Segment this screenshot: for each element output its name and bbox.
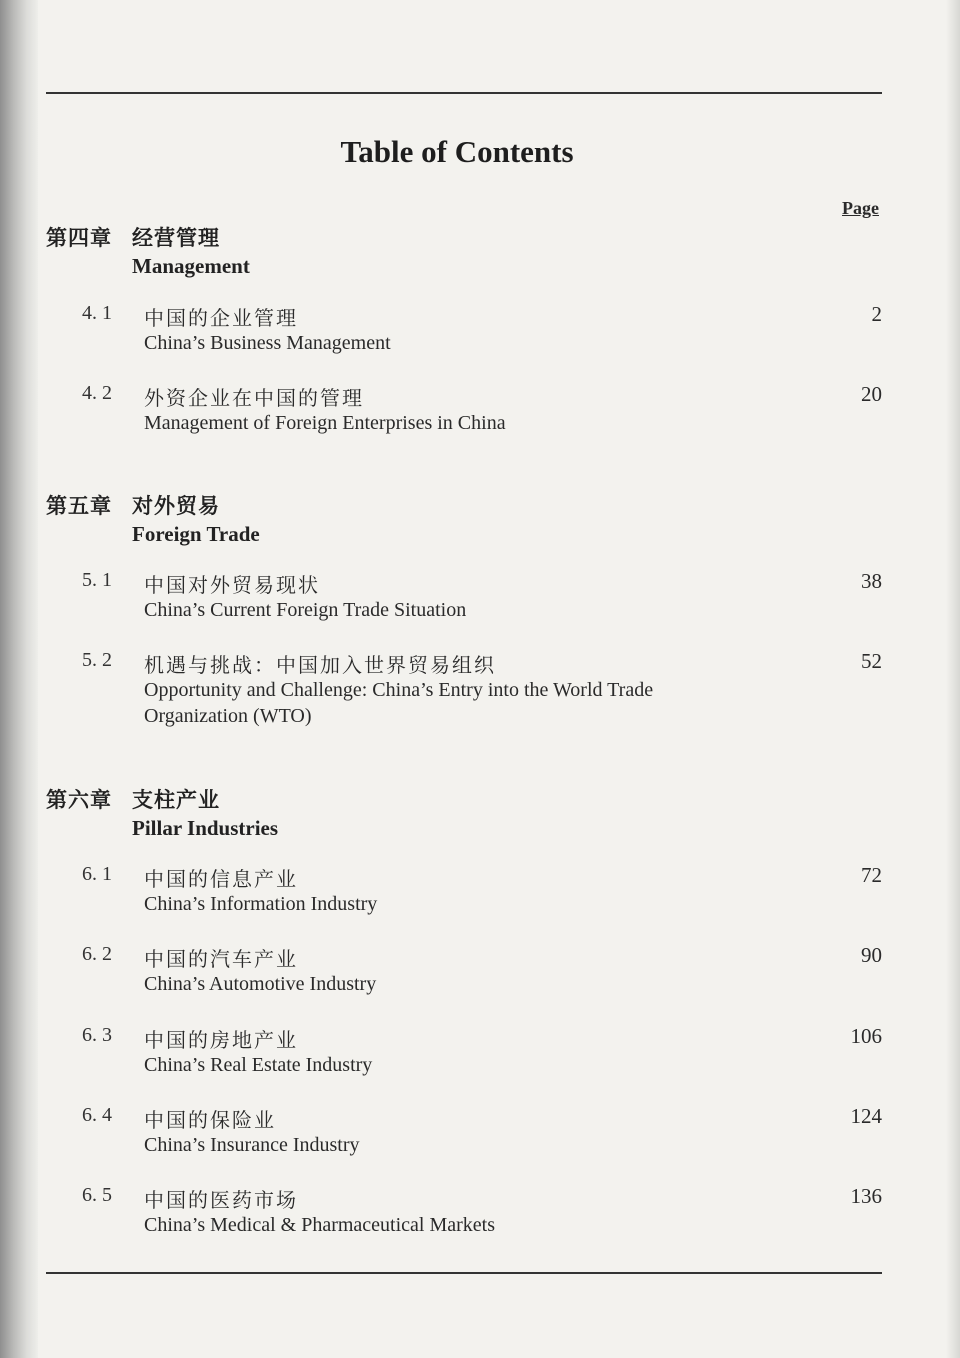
page-edge-shadow [946,0,960,1358]
section-title-cn: 中国的企业管理 [144,306,298,330]
section-page-number: 136 [850,1184,882,1208]
chapter-6-label: 第六章 [46,787,112,812]
page-column-label: Page [842,198,879,218]
section-number: 6. 3 [82,1024,112,1046]
chapter-5-title-en: Foreign Trade [132,522,260,546]
section-title-cn: 外资企业在中国的管理 [144,386,364,410]
section-title-cn: 中国的信息产业 [144,867,298,891]
section-number: 5. 2 [82,649,112,671]
section-page-number: 2 [871,302,882,326]
section-page-number: 38 [861,569,882,593]
chapter-4-heading [46,222,250,279]
section-title-cn: 中国的汽车产业 [144,947,298,971]
section-page-number: 124 [850,1104,882,1128]
section-page-number: 20 [861,382,882,406]
chapter-5-heading [46,490,260,547]
section-number: 6. 1 [82,863,112,885]
section-number: 6. 5 [82,1184,112,1206]
chapter-4-title-en: Management [132,254,250,278]
section-page-number: 90 [861,943,882,967]
section-title-cn: 中国的保险业 [144,1108,276,1132]
chapter-5-label: 第五章 [46,493,112,518]
section-title-en: China’s Business Management [144,332,391,354]
chapter-6-heading [46,784,278,841]
chapter-5-title-cn: 对外贸易 [132,493,220,518]
chapter-4-cn-line [46,222,250,252]
section-title-cn: 中国对外贸易现状 [144,573,320,597]
section-title-en: Management of Foreign Enterprises in China [144,412,506,434]
section-number: 6. 2 [82,943,112,965]
section-title-en: China’s Current Foreign Trade Situation [144,599,467,621]
section-page-number: 72 [861,863,882,887]
section-number: 5. 1 [82,569,112,591]
chapter-4-label: 第四章 [46,225,112,250]
section-title-en: China’s Real Estate Industry [144,1054,373,1076]
section-title-cn: 中国的房地产业 [144,1028,298,1052]
section-number: 4. 1 [82,302,112,324]
chapter-5-cn-line [46,490,260,520]
chapter-4-title-cn: 经营管理 [132,225,220,250]
page-title: Table of Contents [340,134,574,169]
top-rule [46,92,882,94]
section-title-en: China’s Automotive Industry [144,973,377,995]
section-page-number: 52 [861,649,882,673]
book-spine-shadow [0,0,38,1358]
section-title-cn: 中国的医药市场 [144,1188,298,1212]
chapter-6-title-cn: 支柱产业 [132,787,220,812]
section-number: 4. 2 [82,382,112,404]
section-page-number: 106 [850,1024,882,1048]
section-number: 6. 4 [82,1104,112,1126]
section-title-en: China’s Information Industry [144,893,378,915]
bottom-rule [46,1272,882,1274]
chapter-6-title-en: Pillar Industries [132,816,279,840]
section-title-cn: 机遇与挑战：中国加入世界贸易组织 [144,653,496,677]
section-title-en: China’s Medical & Pharmaceutical Markets [144,1214,496,1236]
chapter-6-cn-line [46,784,278,814]
section-title-en: China’s Insurance Industry [144,1134,360,1156]
section-title-en: Opportunity and Challenge: China’s Entry into the World Trade Organization (WTO) [144,679,654,727]
